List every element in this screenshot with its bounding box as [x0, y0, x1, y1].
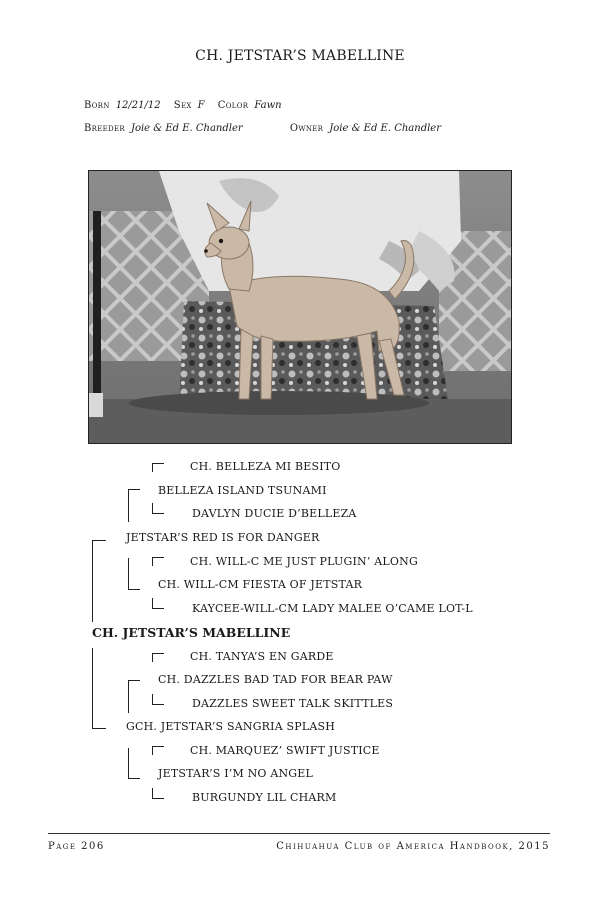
pedigree-dam-dam-sire: CH. MARQUEZ’ SWIFT JUSTICE [190, 744, 380, 757]
bracket-line [152, 694, 153, 704]
ownership-row [84, 123, 451, 134]
bracket-line [128, 680, 140, 681]
bracket-line [152, 463, 153, 472]
dog-photo [88, 170, 512, 444]
dog-details-row [84, 100, 292, 111]
born-value: 12/21/12 [115, 100, 161, 111]
bracket-line [152, 513, 164, 514]
bracket-line [128, 680, 129, 713]
footer-rule [48, 833, 550, 834]
bracket-line [152, 598, 153, 608]
bracket-line [128, 558, 129, 589]
publication-name: Chihuahua Club of America Handbook, 2015 [276, 841, 550, 852]
bracket-line [152, 788, 153, 798]
pedigree-sire-dam: CH. WILL-CM FIESTA OF JETSTAR [158, 578, 363, 591]
pedigree-dam-dam: JETSTAR’S I’M NO ANGEL [158, 767, 314, 780]
bracket-line [128, 589, 140, 590]
page-number: Page 206 [48, 841, 105, 852]
breeder-value: Joie & Ed E. Chandler [130, 123, 243, 134]
sex-value: F [197, 100, 205, 111]
bracket-line [128, 778, 140, 779]
bracket-line [128, 748, 129, 778]
bracket-line [152, 746, 153, 755]
pedigree-sire-dam-dam: KAYCEE-WILL-CM LADY MALEE O’CAME LOT-L [192, 602, 473, 615]
breeder-label: Breeder [84, 123, 125, 134]
bracket-line [92, 540, 93, 622]
color-value: Fawn [254, 100, 282, 111]
pedigree-dam-dam-dam: BURGUNDY LIL CHARM [192, 791, 337, 804]
bracket-line [152, 704, 164, 705]
pedigree-dam-sire: CH. DAZZLES BAD TAD FOR BEAR PAW [158, 673, 393, 686]
owner-value: Joie & Ed E. Chandler [329, 123, 441, 134]
color-label: Color [217, 100, 249, 111]
bracket-line [152, 557, 153, 566]
pedigree-dam-sire-sire: CH. TANYA’S EN GARDE [190, 650, 334, 663]
pedigree-sire: JETSTAR’S RED IS FOR DANGER [126, 531, 320, 544]
pedigree-dam: GCH. JETSTAR’S SANGRIA SPLASH [126, 720, 336, 733]
bracket-line [92, 540, 106, 541]
bracket-line [152, 653, 153, 662]
sex-label: Sex [173, 100, 192, 111]
pedigree-sire-sire-dam: DAVLYN DUCIE D’BELLEZA [192, 507, 357, 520]
pedigree-sire-dam-sire: CH. WILL-C ME JUST PLUGIN’ ALONG [190, 555, 418, 568]
bracket-line [152, 653, 164, 654]
dog-photo-illustration [89, 171, 511, 443]
owner-label: Owner [289, 123, 324, 134]
born-label: Born [84, 100, 110, 111]
bracket-line [128, 489, 129, 522]
bracket-line [152, 798, 164, 799]
bracket-line [152, 503, 153, 513]
bracket-line [152, 608, 164, 609]
pedigree-dog: CH. JETSTAR’S MABELLINE [92, 625, 291, 640]
bracket-line [152, 746, 164, 747]
bracket-line [152, 557, 164, 558]
pedigree-sire-sire-sire: CH. BELLEZA MI BESITO [190, 460, 341, 473]
bracket-line [92, 648, 93, 728]
pedigree-dam-sire-dam: DAZZLES SWEET TALK SKITTLES [192, 697, 394, 710]
bracket-line [128, 489, 140, 490]
pedigree-sire-sire: BELLEZA ISLAND TSUNAMI [158, 484, 327, 497]
page-title: CH. JETSTAR’S MABELLINE [195, 48, 405, 64]
bracket-line [92, 728, 106, 729]
bracket-line [152, 463, 164, 464]
